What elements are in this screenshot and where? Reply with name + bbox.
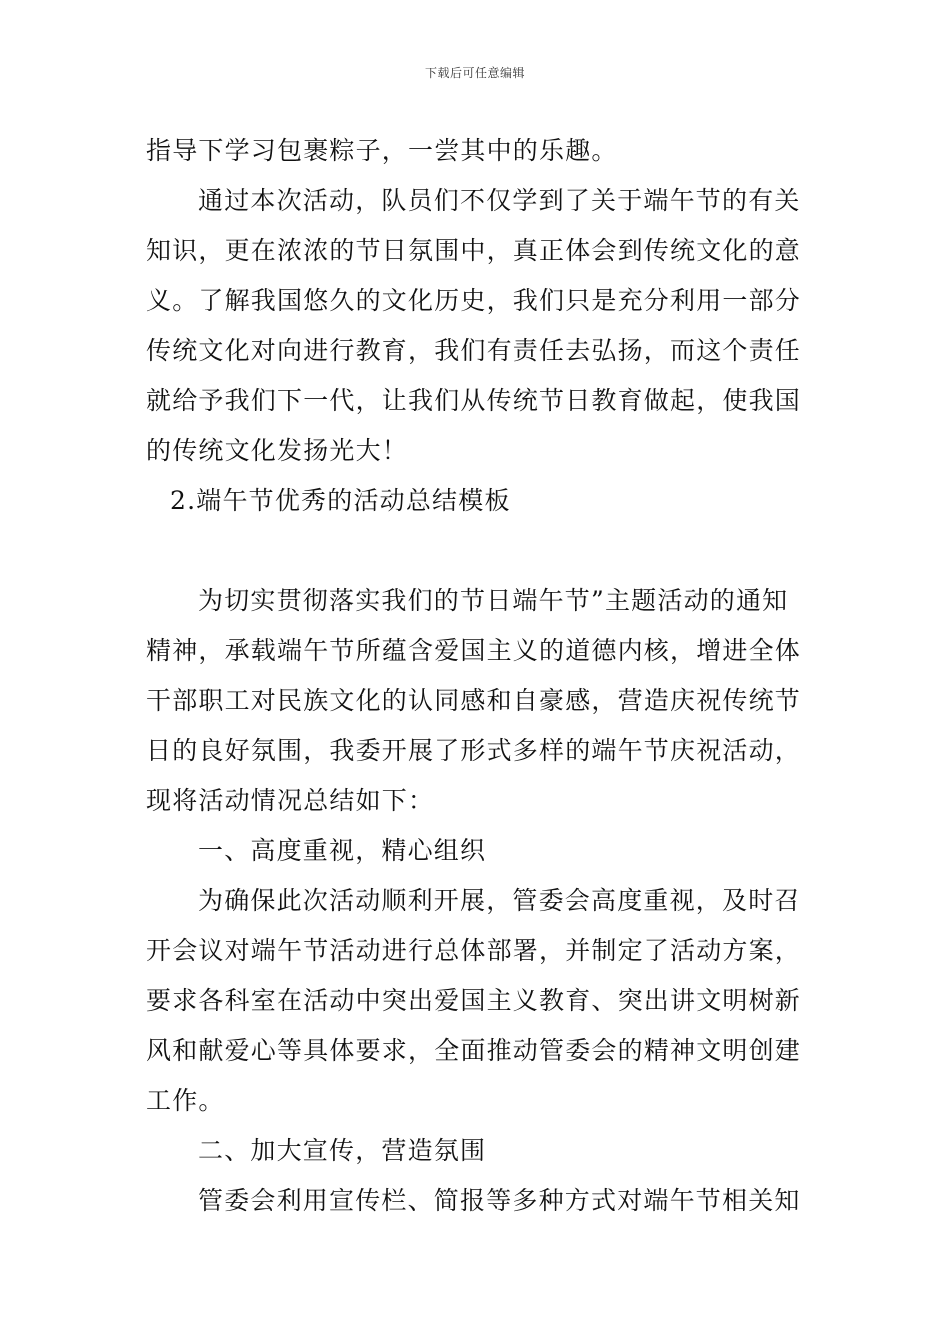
subsection-heading: 一、高度重视，精心组织 [198,836,487,865]
document-body [146,126,808,1226]
paragraph-start: 为切实贯彻落实我们的节日端午节”主题活动的通知 [198,586,789,615]
text-line: 传统文化对向进行教育，我们有责任去弘扬，而这个责任 [146,336,802,365]
text-line: 知识，更在浓浓的节日氛围中，真正体会到传统文化的意 [146,236,802,265]
text-line: 开会议对端午节活动进行总体部署，并制定了活动方案， [146,936,802,965]
text-line: 就给予我们下一代，让我们从传统节日教育做起，使我国 [146,386,802,415]
section-heading: 2.端午节优秀的活动总结模板 [170,486,511,515]
text-line: 指导下学习包裹粽子，一尝其中的乐趣。 [146,136,618,165]
text-line: 要求各科室在活动中突出爱国主义教育、突出讲文明树新 [146,986,802,1015]
page-header: 下载后可任意编辑 [424,66,525,80]
text-line: 工作。 [146,1086,225,1115]
paragraph-start: 为确保此次活动顺利开展，管委会高度重视，及时召 [198,886,801,915]
text-line: 精神，承载端午节所蕴含爱国主义的道德内核，增进全体 [146,636,802,665]
text-line: 干部职工对民族文化的认同感和自豪感，营造庆祝传统节 [146,686,802,715]
text-line: 现将活动情况总结如下： [146,786,435,815]
blank-line [146,526,808,576]
text-line: 义。了解我国悠久的文化历史，我们只是充分利用一部分 [146,286,802,315]
subsection-heading: 二、加大宣传，营造氛围 [198,1136,487,1165]
paragraph-start: 通过本次活动，队员们不仅学到了关于端午节的有关 [198,186,801,215]
paragraph-start: 管委会利用宣传栏、简报等多种方式对端午节相关知 [198,1186,801,1215]
text-line: 的传统文化发扬光大！ [146,436,409,465]
text-line: 日的良好氛围，我委开展了形式多样的端午节庆祝活动， [146,736,802,765]
text-line: 风和献爱心等具体要求，全面推动管委会的精神文明创建 [146,1036,802,1065]
